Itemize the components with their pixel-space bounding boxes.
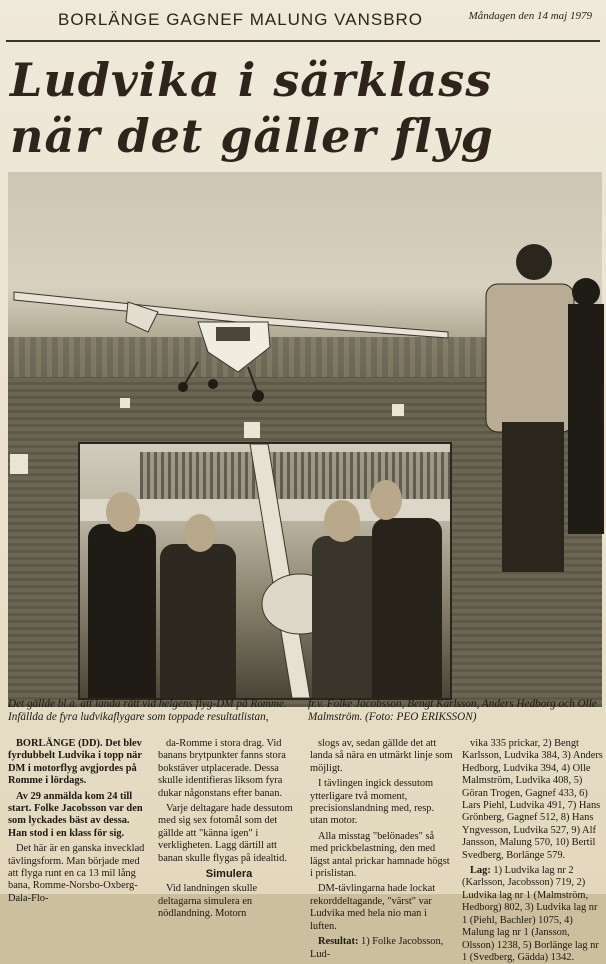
article-lead: BORLÄNGE (DD). Det blev fyrdubbelt Ludvika i topp när DM i motorflyg avgjordes på Romme i lördags. (8, 738, 142, 787)
pilot-folke-jacobsson (88, 524, 156, 698)
team-results (462, 865, 604, 964)
pilot-head (324, 500, 360, 542)
headline (10, 52, 600, 164)
pilot-bengt-karlsson (160, 544, 236, 698)
article-paragraph: Vid landningen skulle deltagarna simulera en nödlandning. Motorn (158, 883, 258, 920)
article-body (8, 738, 604, 963)
caption-left: Det gällde bl.a. att landa rätt vid helgens flyg-DM på Romme. Infällda de fyra ludvikaflygare som toppade resultatlistan, (8, 698, 287, 723)
team-results-label: Lag: (470, 865, 491, 877)
pilot-head (370, 480, 402, 520)
caption-right: fr.v. Folke Jacobsson, Bengt Karlsson, Anders Hedborg och Olle Malmström. (Foto: PEO ERIKSSON) (308, 698, 597, 723)
pilot-head (106, 492, 140, 532)
masthead-rule (6, 40, 600, 42)
results-text: 1) Folke Jacobsson, Lud- (310, 936, 444, 960)
article-column-2 (158, 738, 300, 920)
article-subhead: Simulera (205, 868, 253, 881)
article-paragraph: DM-tävlingarna hade lockat rekorddeltagande, "värst" var Ludvika med hela nio man i luften. (310, 883, 436, 932)
article-column-1 (8, 738, 150, 904)
results-label: Resultat: (318, 936, 359, 948)
headline-line-2: när det gäller flyg (10, 109, 494, 163)
section-title: BORLÄNGE GAGNEF MALUNG VANSBRO (58, 10, 424, 29)
article-lead-2: Av 29 anmälda kom 24 till start. Folke Jacobsson var den som lyckades bäst av dessa. Han stod i en klass för sig. (8, 790, 143, 839)
article-paragraph: Det här är en ganska invecklad tävlingsform. Man började med att flyga runt en ca 13 mil lång bana, Romme-Norsbo-Oxberg-Dala-Flo- (8, 843, 145, 904)
results-paragraph (310, 936, 454, 961)
article-column-4 (462, 738, 604, 963)
article-paragraph: da-Romme i stora drag. Vid banans brytpunkter fanns stora bokstäver utplacerade. Dessa skulle identifieras liksom fyra dukar någonstans efter banan. (158, 738, 286, 799)
article-paragraph: I tävlingen ingick dessutom ytterligare två moment, precisionslandning med, resp. utan motor. (310, 778, 435, 827)
main-photo (8, 172, 602, 696)
article-paragraph: slogs av, sedan gällde det att landa så nära en utmärkt linje som möjligt. (310, 738, 453, 774)
publication-date: Måndagen den 14 maj 1979 (468, 10, 592, 22)
pilot-olle-malmstrom (372, 518, 442, 698)
inset-photo-pilots (78, 442, 452, 700)
article-paragraph: Varje deltagare hade dessutom med sig sex fotomål som det gällde att "känna igen" i verkligheten. Lagg därtill att banan skulle flygas på idealtid. (158, 803, 293, 864)
team-results-text: 1) Ludvika lag nr 2 (Karlsson, Jacobsson) 719, 2) Ludvika lag nr 1 (Malmström, Hedborg) 802, 3) Ludvika lag nr 1 (Piehl, Bachler) 1075, 4) Malung lag nr 1 (Jansson, Olsson) 1238, 5) Borlänge lag nr 1 (Svedberg, Gädda) 1342. (462, 865, 599, 963)
article-column-3 (310, 738, 454, 960)
masthead (58, 8, 598, 38)
headline-line-1: Ludvika i särklass (10, 53, 493, 107)
results-list: vika 335 prickar, 2) Bengt Karlsson, Ludvika 384, 3) Anders Hedborg, Ludvika 394, 4) Olle Malmström, Ludvika 408, 5) Göran Trogen, Gagnef 433, 6) Lars Piehl, Ludvika 491, 7) Hans Grönberg, Gagnef 512, 8) Hans Yngvesson, Ludvika 527, 9) Alf Jansson, Malung 570, 10) Bertil Svedberg, Borlänge 579. (462, 738, 603, 861)
article-paragraph: Alla misstag "belönades" så med prickbelastning, den med lägst antal prickar hamnade högst i prislistan. (310, 830, 450, 880)
pilot-head (184, 514, 216, 552)
